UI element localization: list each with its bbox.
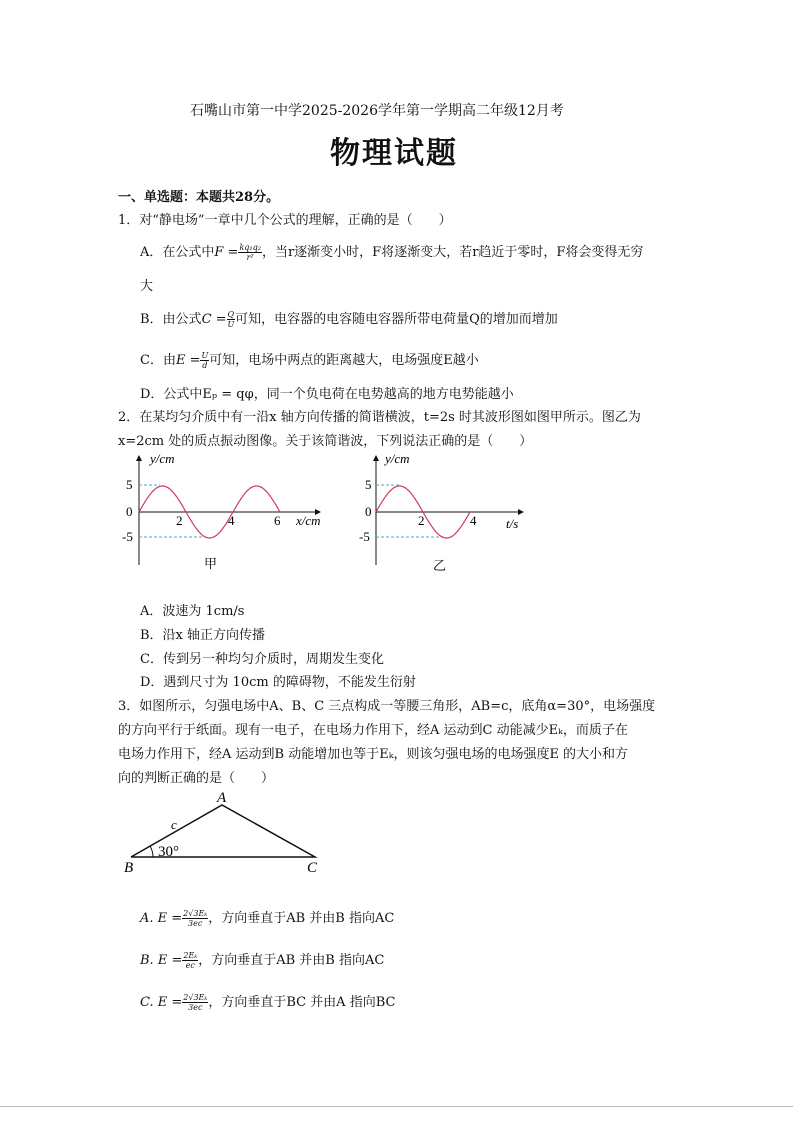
y-tick-0: 0 xyxy=(126,504,133,519)
q3-c-text: ，方向垂直于BC 并由A 指向BC xyxy=(208,995,396,1010)
q3-b-den: ec xyxy=(185,961,195,970)
q1-a-den: r² xyxy=(246,253,254,262)
q3-line4: 向的判断正确的是（ ） xyxy=(118,771,275,786)
q3-b-fraction xyxy=(182,951,198,970)
section-heading: 一、单选题：本题共28分。 xyxy=(118,190,280,205)
t-tick-2: 2 xyxy=(418,513,425,528)
q3-c-num: 2√3Eₖ xyxy=(183,993,208,1002)
q3-a-fraction xyxy=(182,909,208,928)
q1-b-num: Q xyxy=(227,310,235,319)
y-tick-neg5: -5 xyxy=(122,529,133,544)
wave-graph-jia xyxy=(120,448,340,578)
q1-c-prefix: C．由 xyxy=(140,353,176,368)
q1-a-fraction xyxy=(238,243,262,262)
q1-c-num: U xyxy=(201,351,209,360)
vibration-graph-yi xyxy=(353,448,528,578)
q2-stem-line1: 2．在某均匀介质中有一沿x 轴方向传播的简谐横波，t=2s 时其波形图如图甲所示。图乙为 xyxy=(118,410,641,425)
q2-option-b: B．沿x 轴正方向传播 xyxy=(140,628,266,643)
page-bottom-rule xyxy=(0,1106,793,1107)
q1-option-a-cont: 大 xyxy=(140,279,154,294)
q1-b-text: 可知，电容器的电容随电容器所带电荷量Q的增加而增加 xyxy=(235,312,558,327)
figure-caption-yi: 乙 xyxy=(433,558,447,573)
y-axis-label: y/cm xyxy=(385,451,410,466)
y-tick-5: 5 xyxy=(365,477,372,492)
q2-stem-line2: x=2cm 处的质点振动图像。关于该简谐波，下列说法正确的是（ ） xyxy=(118,434,533,449)
vertex-a: A xyxy=(217,790,227,806)
q1-c-den: d xyxy=(202,361,208,370)
exam-title: 物理试题 xyxy=(330,136,458,171)
q3-b-text: ，方向垂直于AB 并由B 指向AC xyxy=(198,953,385,968)
x-tick-4: 4 xyxy=(228,513,235,528)
q3-line3: 电场力作用下，经A 运动到B 动能增加也等于Eₖ，则该匀强电场的电场强度E 的大小和方 xyxy=(118,747,629,762)
q3-option-c xyxy=(140,991,395,1012)
q1-a-lhs: F = xyxy=(214,245,239,260)
q1-c-fraction xyxy=(200,351,209,370)
q3-c-fraction xyxy=(182,993,208,1012)
q1-b-lhs: C = xyxy=(201,312,227,327)
q2-option-c: C．传到另一种均匀介质时，周期发生变化 xyxy=(140,652,384,667)
x-axis-label: x/cm xyxy=(296,513,321,528)
q1-a-num: kq₁q₂ xyxy=(239,243,261,252)
t-tick-4: 4 xyxy=(470,513,477,528)
q1-c-text: 可知，电场中两点的距离越大，电场强度E越小 xyxy=(209,353,479,368)
triangle-figure xyxy=(118,786,338,878)
q1-c-lhs: E = xyxy=(175,353,201,368)
q1-a-text: ，当r逐渐变小时，F将逐渐变大，若r趋近于零时，F将会变得无穷 xyxy=(261,245,644,260)
q3-line1: 3．如图所示，匀强电场中A、B、C 三点构成一等腰三角形，AB=c，底角α=30°，电场强度 xyxy=(118,699,656,714)
q3-option-b xyxy=(140,949,384,970)
q3-line2: 的方向平行于纸面。现有一电子，在电场力作用下，经A 运动到C 动能减少Eₖ，而质子在 xyxy=(118,723,628,738)
q3-c-prefix: C. E = xyxy=(140,995,183,1010)
q1-b-prefix: B．由公式 xyxy=(140,312,202,327)
q1-a-prefix: A．在公式中 xyxy=(140,245,215,260)
q1-option-c xyxy=(140,349,479,370)
q3-b-num: 2Eₖ xyxy=(183,951,198,960)
q1-option-b xyxy=(140,308,558,329)
q3-c-den: 3ec xyxy=(188,1003,203,1012)
q3-a-num: 2√3Eₖ xyxy=(183,909,208,918)
q1-stem: 1．对“静电场”一章中几个公式的理解，正确的是（ ） xyxy=(118,213,452,228)
y-tick-neg5: -5 xyxy=(359,529,370,544)
y-tick-5: 5 xyxy=(126,477,133,492)
angle-label: 30° xyxy=(158,844,179,860)
exam-subtitle: 石嘴山市第一中学2025-2026学年第一学期高二年级12月考 xyxy=(190,103,564,119)
q1-option-a xyxy=(140,241,643,262)
figure-caption-jia: 甲 xyxy=(204,556,218,571)
t-axis-label: t/s xyxy=(506,516,519,531)
y-axis-label: y/cm xyxy=(150,451,175,466)
q1-b-fraction xyxy=(227,310,236,329)
side-c-label: c xyxy=(171,817,177,832)
vertex-c: C xyxy=(307,860,318,876)
x-tick-2: 2 xyxy=(176,513,183,528)
q3-a-text: ，方向垂直于AB 并由B 指向AC xyxy=(208,911,395,926)
y-tick-0: 0 xyxy=(365,504,372,519)
vertex-b: B xyxy=(124,860,134,876)
x-tick-6: 6 xyxy=(274,513,281,528)
q3-a-prefix: A. E = xyxy=(140,911,183,926)
q3-a-den: 3ec xyxy=(188,919,203,928)
q3-b-prefix: B. E = xyxy=(140,953,183,968)
angle-arc xyxy=(150,846,153,857)
q1-b-den: U xyxy=(227,320,235,329)
q2-option-a: A．波速为 1cm/s xyxy=(140,604,245,619)
q1-option-d: D．公式中Eₚ = qφ，同一个负电荷在电势越高的地方电势能越小 xyxy=(140,387,514,402)
q2-option-d: D．遇到尺寸为 10cm 的障碍物，不能发生衍射 xyxy=(140,675,416,690)
q3-option-a xyxy=(140,907,394,928)
